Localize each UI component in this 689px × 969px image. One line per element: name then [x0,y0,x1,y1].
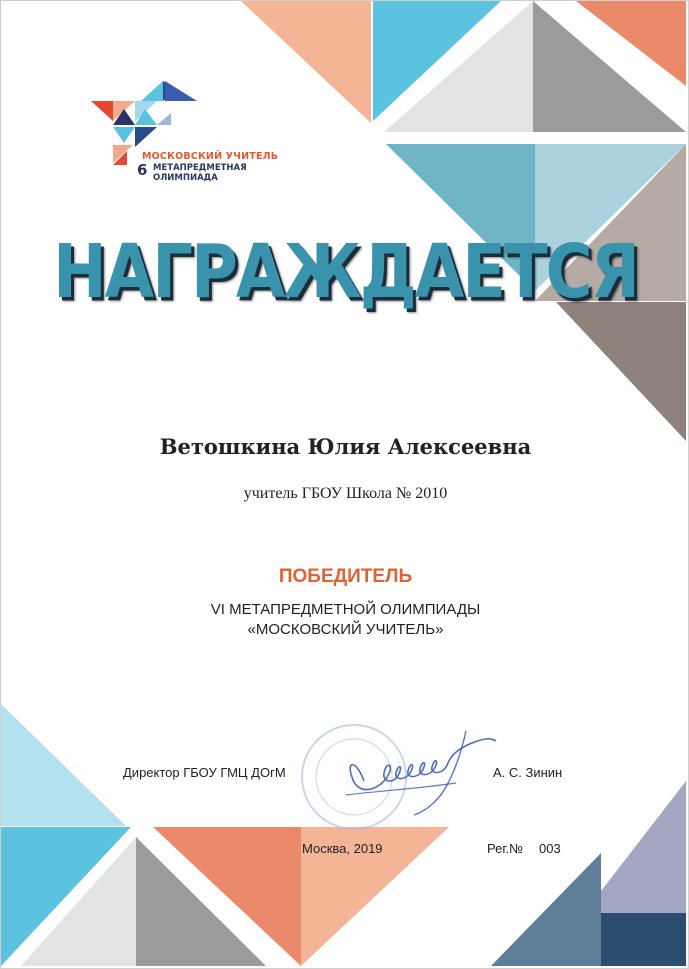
award-headline: НАГРАЖДАЕТСЯ [53,230,638,316]
registration-number: 003 [539,841,561,856]
award-description-line1: VI МЕТАПРЕДМЕТНОЙ ОЛИМПИАДЫ [210,601,481,618]
registration-label: Рег.№ [487,841,524,856]
recipient-position: учитель ГБОУ Школа № 2010 [243,485,448,502]
logo-subtitle-line1: МЕТАПРЕДМЕТНАЯ [153,163,247,173]
issue-place-date: Москва, 2019 [302,841,383,856]
triangle-steel-right [491,853,601,966]
triangle-navy-right [601,913,686,966]
signatory-name: А. С. Зинин [493,765,563,780]
award-description-line2: «МОСКОВСКИЙ УЧИТЕЛЬ» [247,621,444,638]
award-title: ПОБЕДИТЕЛЬ [278,566,413,587]
logo-subtitle-line2: ОЛИМПИАДА [153,173,218,183]
logo-edition-number: 6 [137,161,148,179]
recipient-name: Ветошкина Юлия Алексеевна [159,434,532,459]
logo-title-line: МОСКОВСКИЙ УЧИТЕЛЬ [142,151,279,162]
triangle-taupe-dark [556,302,686,441]
triangle-pale-teal-left [1,704,126,826]
stamp-and-signature-icon [286,719,506,829]
signatory-role: Директор ГБОУ ГМЦ ДОгМ [123,765,286,780]
